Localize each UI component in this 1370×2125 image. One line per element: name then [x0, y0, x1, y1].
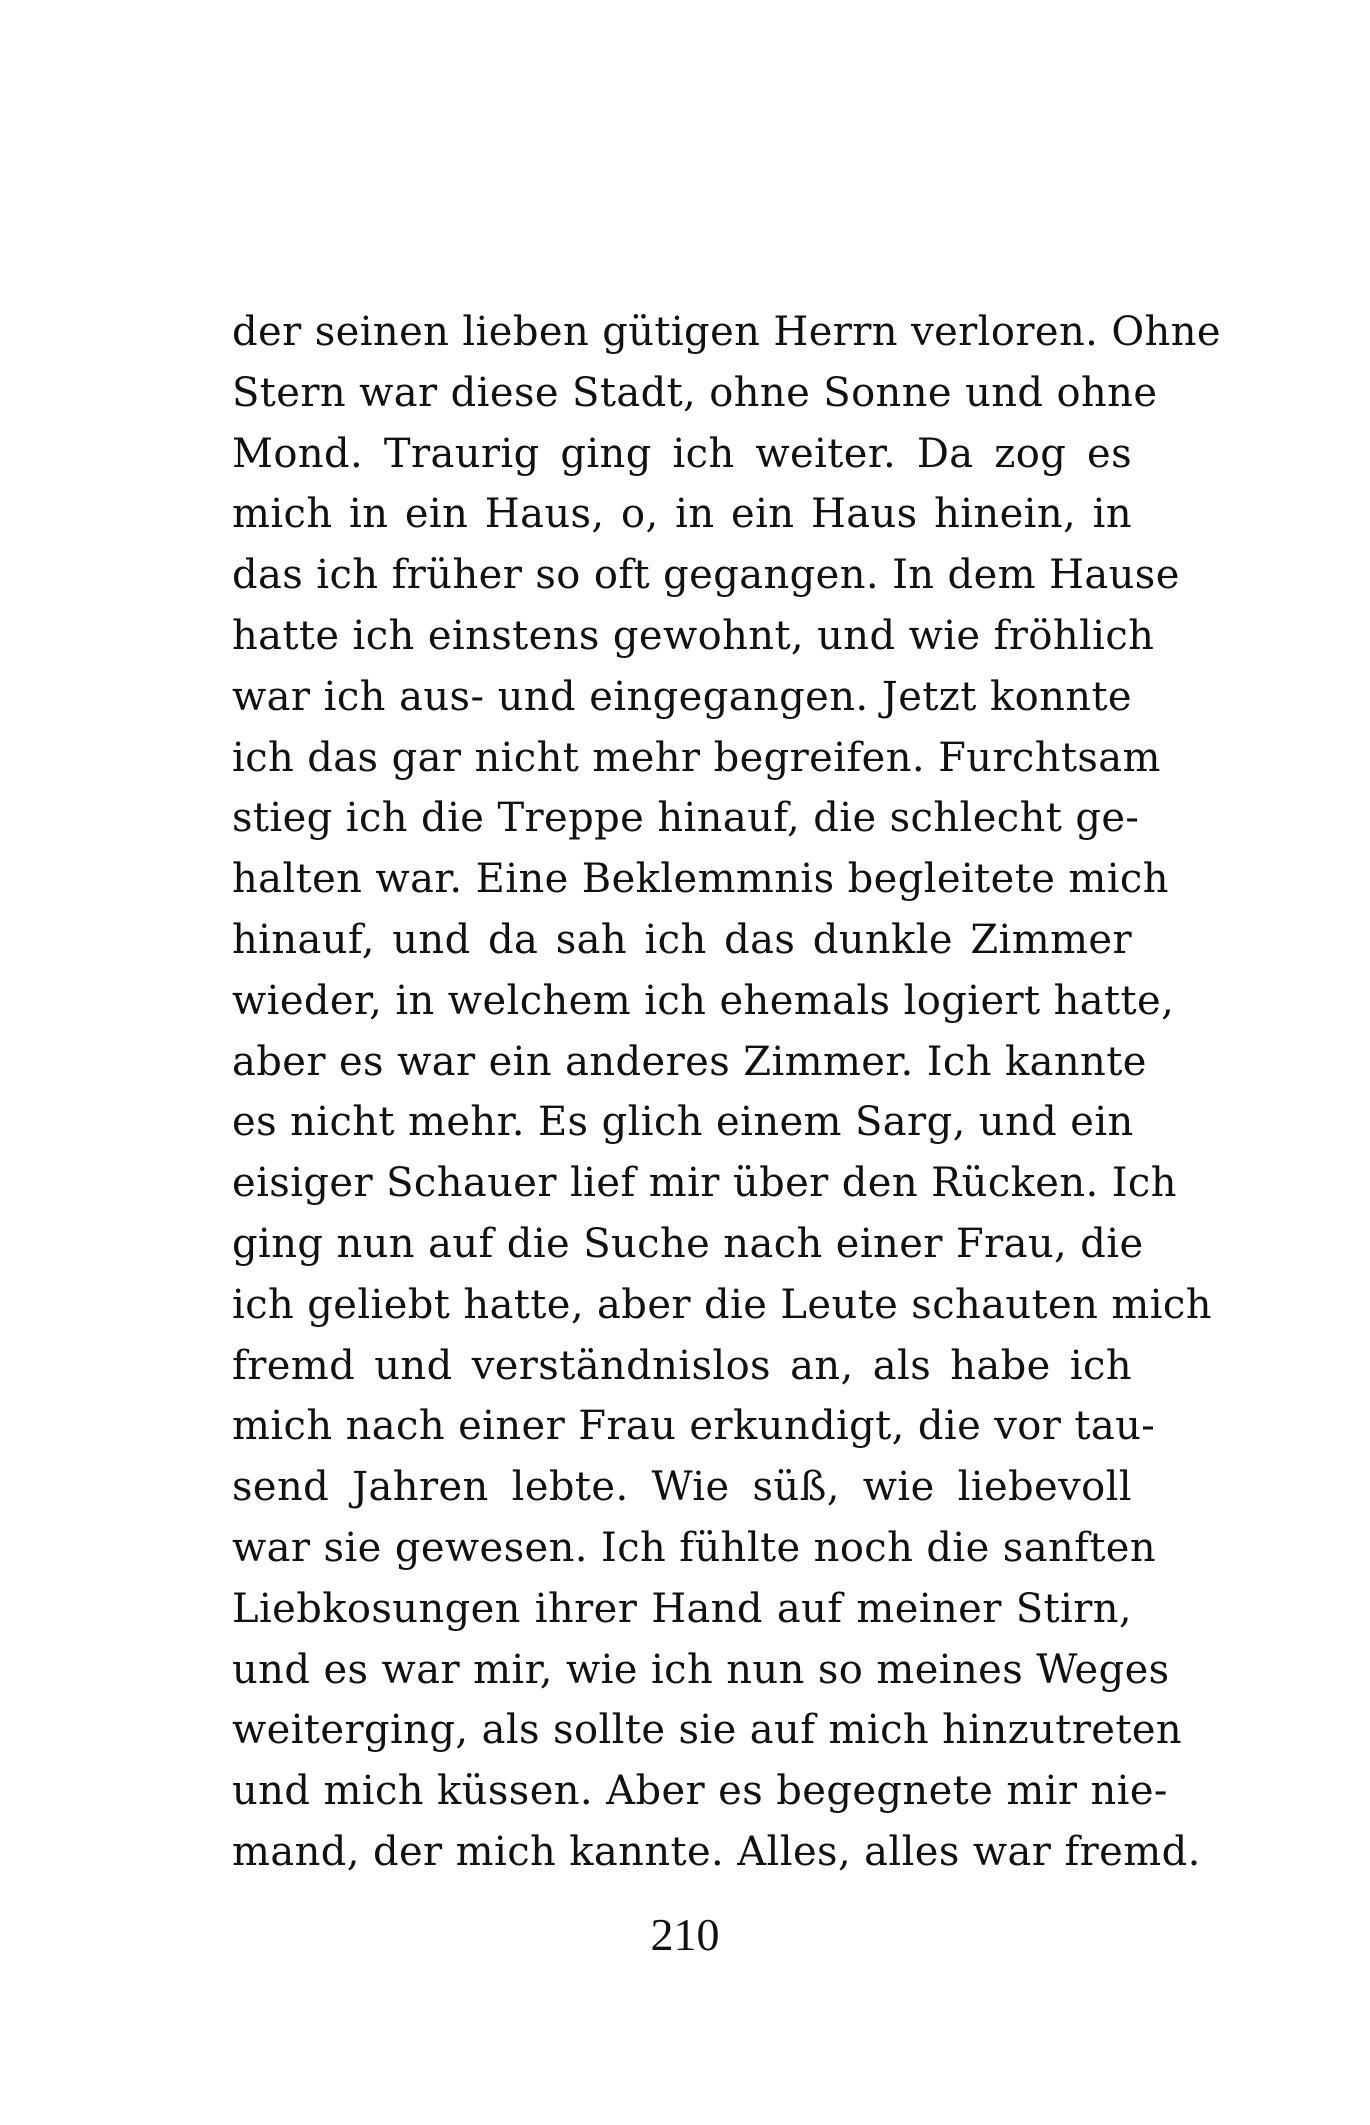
text-line: und es war mir, wie ich nun so meines Weges [232, 1646, 1170, 1693]
body-text [232, 302, 1221, 1883]
text-line: ich das gar nicht mehr begreifen. Furchtsam [232, 734, 1161, 781]
text-line: wieder, in welchem ich ehemals logiert hatte, [232, 977, 1175, 1024]
text-line: Liebkosungen ihrer Hand auf meiner Stirn, [232, 1585, 1132, 1632]
page-number: 210 [650, 1909, 720, 1960]
text-line: mich nach einer Frau erkundigt, die vor tau- [232, 1403, 1156, 1450]
text-line: send Jahren lebte. Wie süß, wie liebevoll [232, 1464, 1132, 1511]
text-line: der seinen lieben gütigen Herrn verloren. Ohne [232, 309, 1221, 355]
text-line: Mond. Traurig ging ich weiter. Da zog es [232, 430, 1132, 477]
text-line: halten war. Eine Beklemmnis begleitete mich [232, 856, 1169, 903]
text-line: ich geliebt hatte, aber die Leute schauten mich [232, 1281, 1212, 1328]
text-line: mand, der mich kannte. Alles, alles war fremd. [232, 1828, 1201, 1875]
text-line: fremd und verständnislos an, als habe ich [232, 1342, 1132, 1389]
text-line: weiterging, als sollte sie auf mich hinzutreten [232, 1707, 1183, 1754]
text-line: aber es war ein anderes Zimmer. Ich kannte [232, 1038, 1147, 1085]
text-line: hatte ich einstens gewohnt, und wie fröhlich [232, 612, 1155, 659]
text-line: es nicht mehr. Es glich einem Sarg, und ein [232, 1099, 1134, 1146]
text-line: war ich aus- und eingegangen. Jetzt konnte [232, 673, 1132, 720]
text-line: eisiger Schauer lief mir über den Rücken. Ich [232, 1160, 1177, 1207]
text-line: Stern war diese Stadt, ohne Sonne und ohne [232, 369, 1158, 416]
text-line: und mich küssen. Aber es begegnete mir nie- [232, 1768, 1168, 1815]
text-line: ging nun auf die Suche nach einer Frau, die [232, 1220, 1144, 1267]
text-line: stieg ich die Treppe hinauf, die schlecht ge- [232, 795, 1140, 842]
text-line: war sie gewesen. Ich fühlte noch die sanften [232, 1524, 1157, 1571]
text-line: mich in ein Haus, o, in ein Haus hinein, in [232, 491, 1132, 538]
text-line: hinauf, und da sah ich das dunkle Zimmer [232, 916, 1132, 963]
text-line: das ich früher so oft gegangen. In dem Hause [232, 552, 1180, 599]
